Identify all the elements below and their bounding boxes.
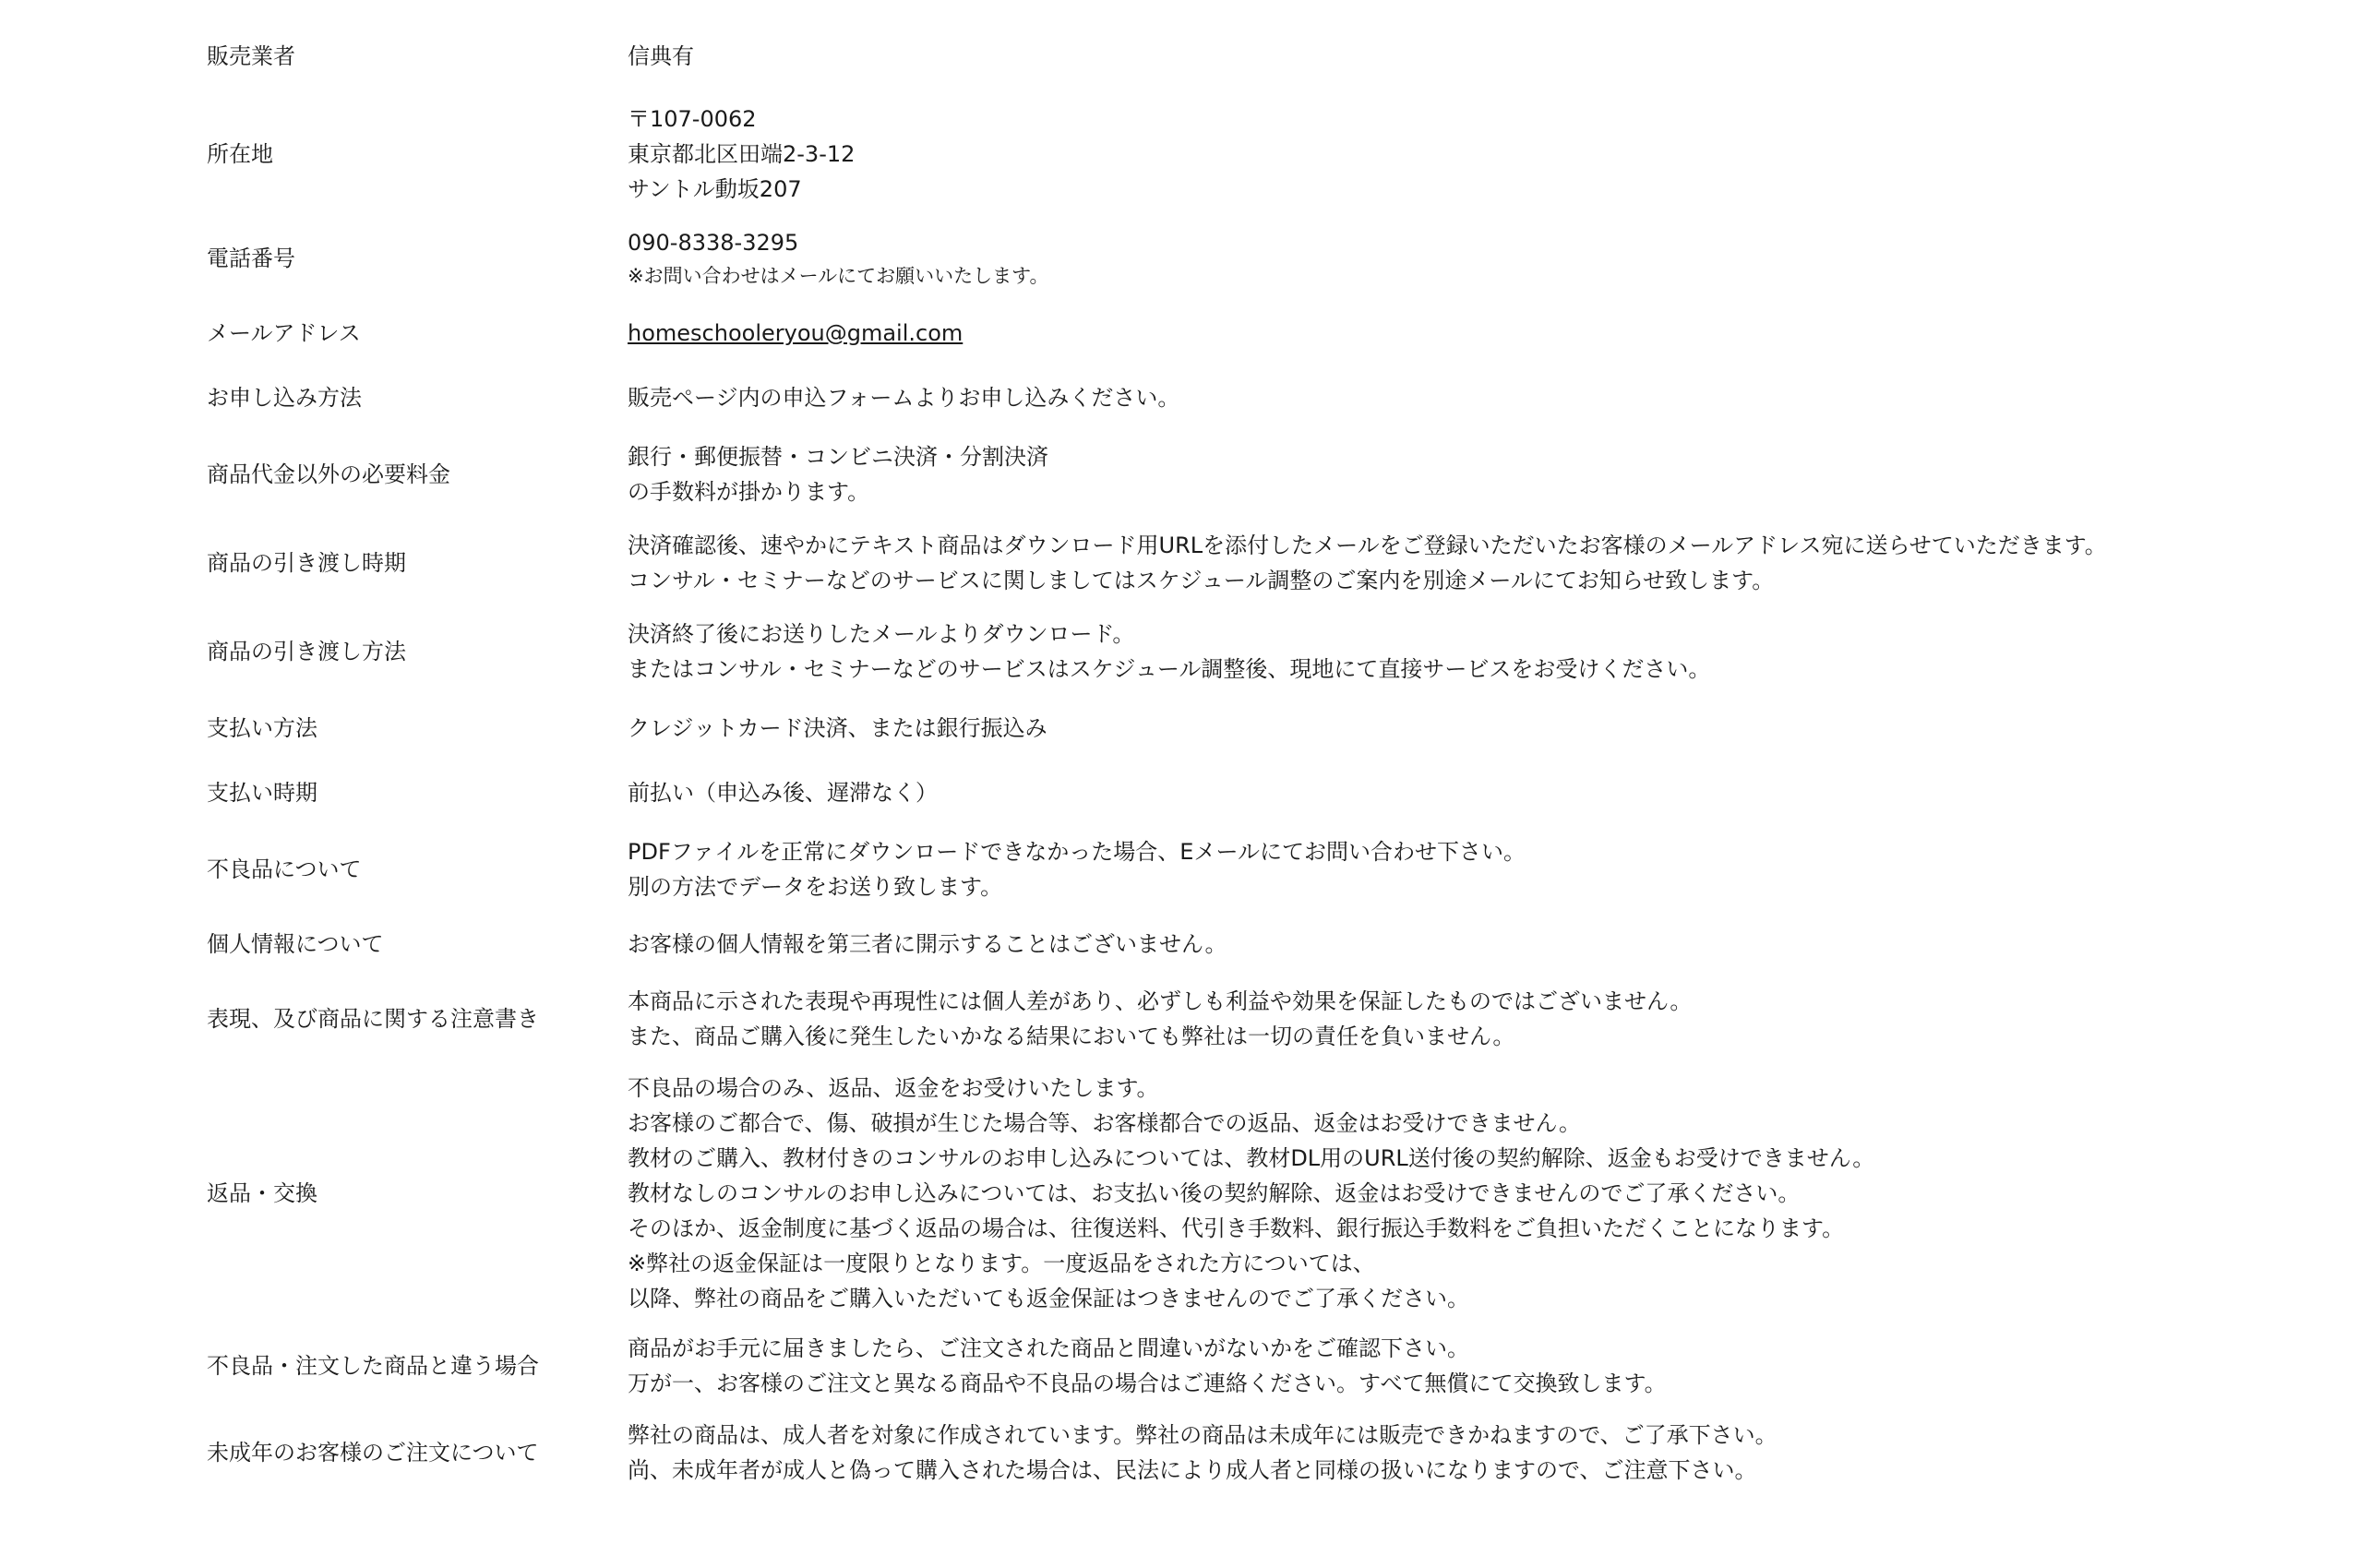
row-value: [628, 216, 2256, 301]
value-line: また、商品ご購入後に発生したいかなる結果においても弊社は一切の責任を負いません。: [628, 1023, 1515, 1049]
row-value: [628, 365, 2256, 430]
row-seller: [207, 28, 2256, 92]
value-note: ※お問い合わせはメールにてお願いいたします。: [628, 265, 1049, 287]
value-line: 教材なしのコンサルのお申し込みについては、お支払い後の契約解除、返金はお受けできませんのでご了承ください。: [628, 1180, 1801, 1206]
row-privacy: [207, 914, 2256, 975]
row-label: 返品・交換: [207, 1180, 317, 1206]
row-label: 表現、及び商品に関する注意書き: [207, 1006, 539, 1032]
row-payment-time: [207, 760, 2256, 825]
row-value: [628, 1063, 2256, 1323]
row-label: 不良品・注文した商品と違う場合: [207, 1353, 539, 1379]
row-disclaimer: [207, 975, 2256, 1063]
row-label: 不良品について: [207, 856, 362, 882]
row-value: [628, 914, 2256, 975]
row-label: 商品代金以外の必要料金: [207, 461, 450, 487]
value-line: お客様のご都合で、傷、破損が生じた場合等、お客様都合での返品、返金はお受けできません。: [628, 1110, 1581, 1136]
row-defects: [207, 825, 2256, 914]
value-line: クレジットカード決済、または銀行振込み: [628, 715, 1047, 741]
row-email: [207, 301, 2256, 365]
value-line: お客様の個人情報を第三者に開示することはございません。: [628, 931, 1227, 957]
row-value: [628, 825, 2256, 914]
value-line: 尚、未成年者が成人と偽って購入された場合は、民法により成人者と同様の扱いになりますので、ご注意下さい。: [628, 1457, 1757, 1483]
row-minors: [207, 1408, 2256, 1497]
row-value: [628, 28, 2256, 92]
value-line: ※弊社の返金保証は一度限りとなります。一度返品をされた方については、: [628, 1251, 1375, 1276]
row-label: 支払い時期: [207, 780, 317, 806]
row-payment-method: [207, 696, 2256, 760]
value-line: またはコンサル・セミナーなどのサービスはスケジュール調整後、現地にて直接サービスをお受けください。: [628, 656, 1711, 682]
row-value: [628, 519, 2256, 607]
value-line: 教材のご購入、教材付きのコンサルのお申し込みについては、教材DL用のURL送付後の契約解除、返金もお受けできません。: [628, 1145, 1875, 1171]
value-line: そのほか、返金制度に基づく返品の場合は、往復送料、代引き手数料、銀行振込手数料をご負担いただくことになります。: [628, 1215, 1845, 1241]
row-label: 個人情報について: [207, 931, 384, 957]
row-label: 販売業者: [207, 43, 295, 69]
value-line: サントル動坂207: [628, 176, 802, 202]
value-line: 東京都北区田端2-3-12: [628, 141, 856, 167]
row-value: [628, 607, 2256, 696]
value-line: 前払い（申込み後、遅滞なく）: [628, 780, 938, 806]
row-wrong-item: [207, 1323, 2256, 1408]
row-returns: [207, 1063, 2256, 1323]
row-address: [207, 92, 2256, 216]
value-line: 銀行・郵便振替・コンビニ決済・分割決済: [628, 444, 1048, 470]
row-label: 未成年のお客様のご注文について: [207, 1440, 539, 1466]
value-line: 商品がお手元に届きましたら、ご注文された商品と間違いがないかをご確認下さい。: [628, 1335, 1469, 1361]
row-label: 支払い方法: [207, 715, 317, 741]
row-delivery-method: [207, 607, 2256, 696]
value-line: 090-8338-3295: [628, 230, 799, 256]
row-value: [628, 1408, 2256, 1497]
commerce-law-table-body: [207, 28, 2256, 1497]
value-line: 以降、弊社の商品をご購入いただいても返金保証はつきませんのでご了承ください。: [628, 1286, 1469, 1311]
value-line: の手数料が掛かります。: [628, 479, 870, 505]
value-line: PDFファイルを正常にダウンロードできなかった場合、Eメールにてお問い合わせ下さい。: [628, 839, 1526, 865]
value-line: 販売ページ内の申込フォームよりお申し込みください。: [628, 385, 1180, 411]
row-label: 電話番号: [207, 245, 295, 271]
value-line: 弊社の商品は、成人者を対象に作成されています。弊社の商品は未成年には販売できかねますので、ご了承下さい。: [628, 1422, 1777, 1448]
row-value: [628, 301, 2256, 365]
row-value: [628, 760, 2256, 825]
value-line: 決済確認後、速やかにテキスト商品はダウンロード用URLを添付したメールをご登録いただいたお客様のメールアドレス宛に送らせていただきます。: [628, 533, 2107, 558]
row-apply: [207, 365, 2256, 430]
row-label: 商品の引き渡し時期: [207, 550, 406, 576]
value-line: 信典有: [628, 43, 694, 69]
value-line: 決済終了後にお送りしたメールよりダウンロード。: [628, 621, 1135, 647]
value-line: コンサル・セミナーなどのサービスに関しましてはスケジュール調整のご案内を別途メールにてお知らせ致します。: [628, 568, 1775, 593]
row-label: メールアドレス: [207, 320, 361, 346]
value-line: 万が一、お客様のご注文と異なる商品や不良品の場合はご連絡ください。すべて無償にて交換致します。: [628, 1371, 1667, 1396]
row-phone: [207, 216, 2256, 301]
value-line: 本商品に示された表現や再現性には個人差があり、必ずしも利益や効果を保証したものではございません。: [628, 988, 1693, 1014]
row-fees: [207, 430, 2256, 519]
value-line: 〒107-0062: [628, 106, 757, 132]
row-label: 商品の引き渡し方法: [207, 639, 406, 664]
row-delivery-time: [207, 519, 2256, 607]
row-value: [628, 696, 2256, 760]
row-value: [628, 92, 2256, 216]
row-value: [628, 430, 2256, 519]
value-line: 不良品の場合のみ、返品、返金をお受けいたします。: [628, 1075, 1159, 1101]
row-value: [628, 975, 2256, 1063]
row-value: [628, 1323, 2256, 1408]
row-label: 所在地: [207, 141, 273, 167]
row-label: お申し込み方法: [207, 385, 362, 411]
value-line: 別の方法でデータをお送り致します。: [628, 874, 1003, 900]
commerce-law-table: [207, 28, 2256, 1497]
email-link[interactable]: homeschooleryou@gmail.com: [628, 320, 964, 346]
